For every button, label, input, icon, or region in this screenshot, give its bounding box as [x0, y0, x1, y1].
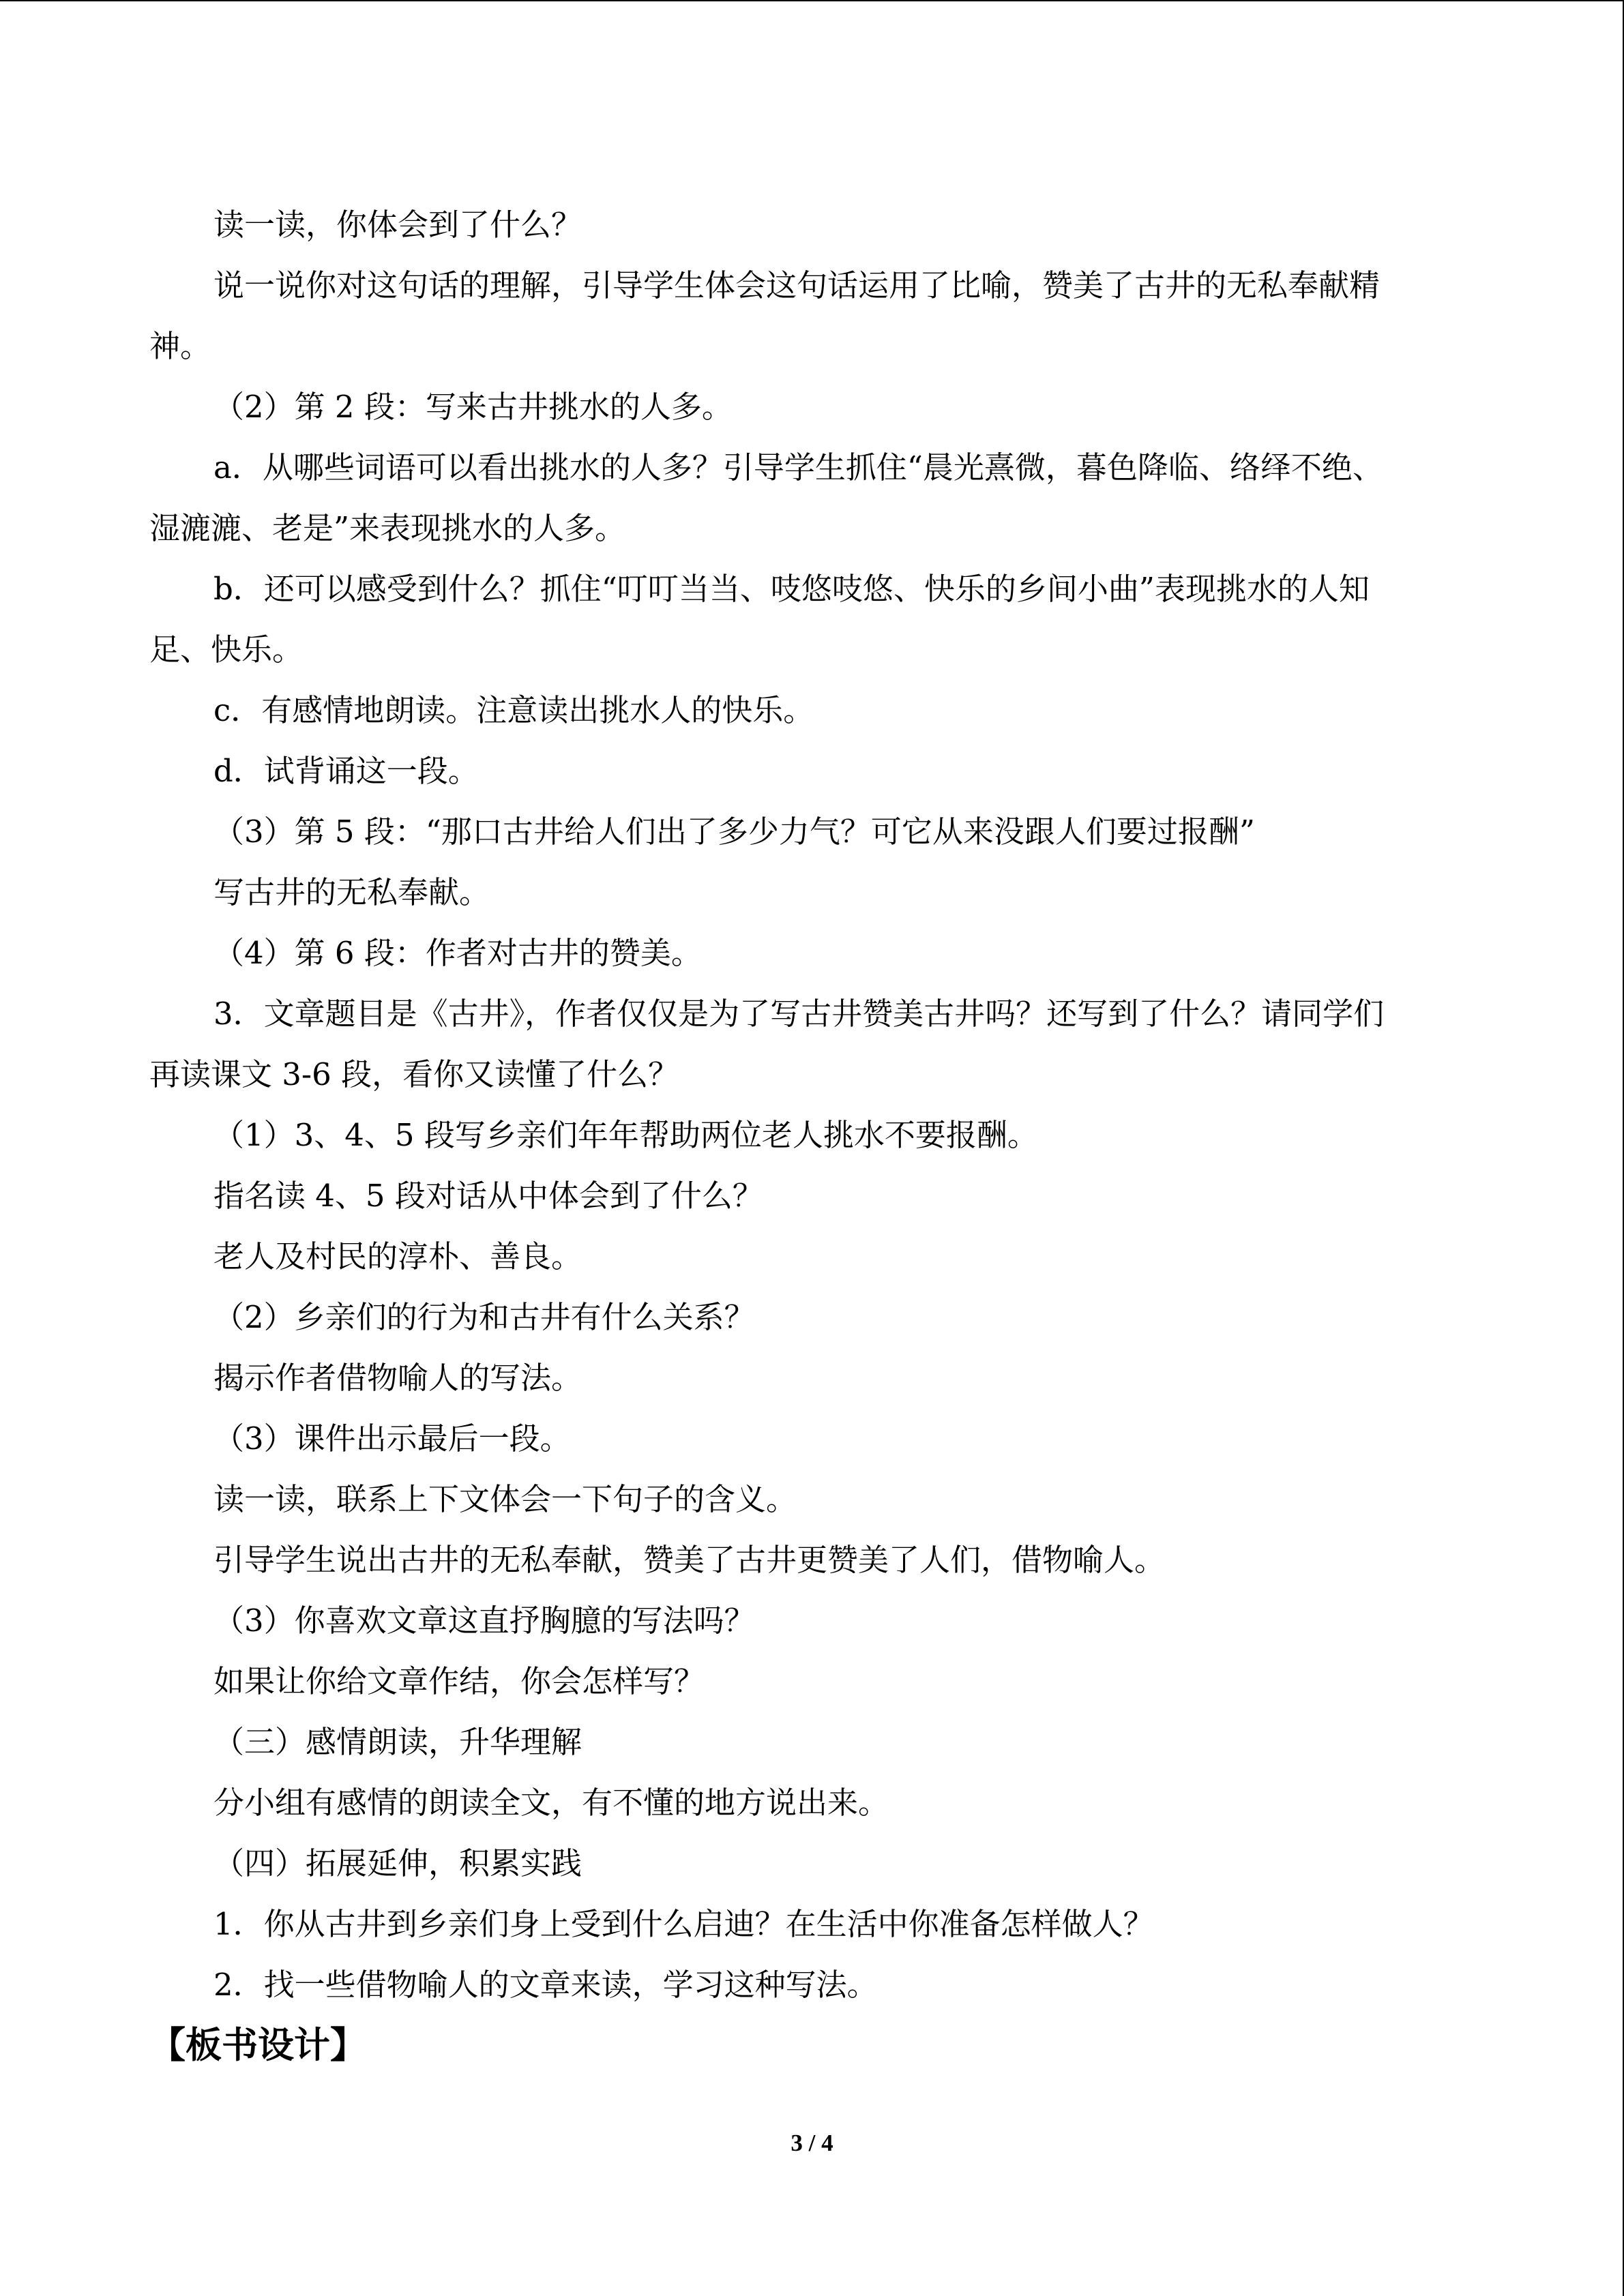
paragraph-line: d．试背诵这一段。 — [213, 753, 479, 789]
paragraph-line: 湿漉漉、老是”来表现挑水的人多。 — [149, 510, 626, 546]
paragraph-line: 读一读，你体会到了什么？ — [213, 207, 582, 243]
paragraph-line: 分小组有感情的朗读全文，有不懂的地方说出来。 — [213, 1785, 889, 1821]
paragraph-line: （三）感情朗读，升华理解 — [213, 1724, 582, 1760]
top-border-line — [0, 0, 1624, 1]
paragraph-line: （2）第 2 段：写来古井挑水的人多。 — [213, 389, 733, 425]
paragraph-line: （2）乡亲们的行为和古井有什么关系？ — [213, 1299, 755, 1335]
paragraph-line: 再读课文 3-6 段，看你又读懂了什么？ — [149, 1056, 679, 1092]
paragraph-line: 指名读 4、5 段对话从中体会到了什么？ — [213, 1178, 763, 1214]
paragraph-line: b．还可以感受到什么？抓住“叮叮当当、吱悠吱悠、快乐的乡间小曲”表现挑水的人知 — [213, 571, 1370, 607]
paragraph-line: 1．你从古井到乡亲们身上受到什么启迪？在生活中你准备怎样做人？ — [213, 1906, 1154, 1942]
paragraph-line: 神。 — [149, 328, 211, 364]
paragraph-line: a．从哪些词语可以看出挑水的人多？引导学生抓住“晨光熹微，暮色降临、络绎不绝、 — [213, 449, 1383, 486]
paragraph-line: c．有感情地朗读。注意读出挑水人的快乐。 — [213, 692, 814, 728]
paragraph-line: 说一说你对这句话的理解，引导学生体会这句话运用了比喻，赞美了古井的无私奉献精 — [213, 267, 1381, 303]
paragraph-line: （四）拓展延伸，积累实践 — [213, 1845, 582, 1881]
paragraph-line: 足、快乐。 — [149, 631, 304, 668]
paragraph-line: 如果让你给文章作结，你会怎样写？ — [213, 1663, 705, 1699]
section-heading: 【板书设计】 — [149, 2024, 366, 2066]
page-number: 3 / 4 — [791, 2130, 833, 2156]
paragraph-line: （3）课件出示最后一段。 — [213, 1420, 571, 1457]
paragraph-line: 老人及村民的淳朴、善良。 — [213, 1238, 582, 1274]
paragraph-line: 写古井的无私奉献。 — [213, 874, 490, 910]
paragraph-line: 2．找一些借物喻人的文章来读，学习这种写法。 — [213, 1967, 878, 2003]
paragraph-line: （3）第 5 段：“那口古井给人们出了多少力气？可它从来没跟人们要过报酬” — [213, 814, 1255, 850]
paragraph-line: 3．文章题目是《古井》，作者仅仅是为了写古井赞美古井吗？还写到了什么？请同学们 — [213, 996, 1385, 1032]
paragraph-line: 引导学生说出古井的无私奉献，赞美了古井更赞美了人们，借物喻人。 — [213, 1542, 1166, 1578]
paragraph-line: 揭示作者借物喻人的写法。 — [213, 1360, 582, 1396]
paragraph-line: （4）第 6 段：作者对古井的赞美。 — [213, 935, 702, 971]
paragraph-line: （3）你喜欢文章这直抒胸臆的写法吗？ — [213, 1602, 755, 1639]
paragraph-line: 读一读，联系上下文体会一下句子的含义。 — [213, 1481, 797, 1517]
paragraph-line: （1）3、4、5 段写乡亲们年年帮助两位老人挑水不要报酬。 — [213, 1117, 1038, 1153]
